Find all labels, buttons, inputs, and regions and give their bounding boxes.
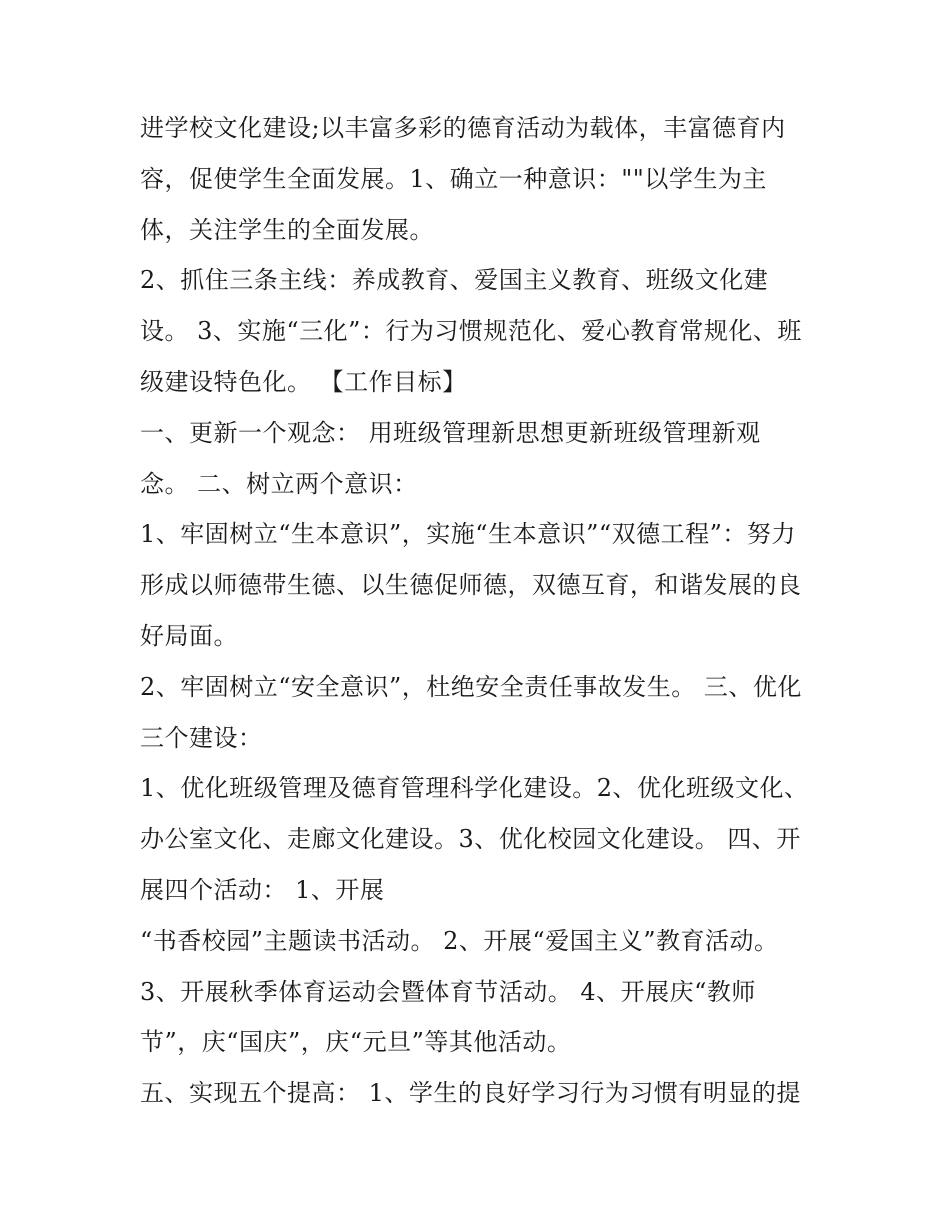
text-line: 五、实现五个提高： 1、学生的良好学习行为习惯有明显的提 xyxy=(140,1079,801,1108)
text-line: 1、牢固树立“生本意识”，实施“生本意识”“双德工程”：努力 xyxy=(140,520,796,549)
text-line: 体，关注学生的全面发展。 xyxy=(140,215,434,244)
text-line: 节”，庆“国庆”，庆“元旦”等其他活动。 xyxy=(140,1028,572,1057)
text-line: 设。 3、实施“三化”：行为习惯规范化、爱心教育常规化、班 xyxy=(140,317,802,346)
text-line: “书香校园”主题读书活动。 2、开展“爱国主义”教育活动。 xyxy=(140,926,779,955)
text-line: 进学校文化建设;以丰富多彩的德育活动为载体，丰富德育内 xyxy=(140,114,786,142)
text-line: 1、优化班级管理及德育管理科学化建设。2、优化班级文化、 xyxy=(140,774,809,803)
text-line: 展四个活动： 1、开展 xyxy=(140,875,385,904)
text-line: 形成以师德带生德、以生德促师德，双德互育，和谐发展的良 xyxy=(140,571,802,600)
text-line: 办公室文化、走廊文化建设。3、优化校园文化建设。 四、开 xyxy=(140,825,801,854)
text-line: 念。 二、树立两个意识： xyxy=(140,469,418,498)
text-line: 容，促使学生全面发展。1、确立一种意识：""以学生为主 xyxy=(140,164,767,193)
text-line: 一、更新一个观念： 用班级管理新思想更新班级管理新观 xyxy=(140,418,761,447)
text-line: 2、抓住三条主线：养成教育、爱国主义教育、班级文化建 xyxy=(140,266,769,295)
text-line: 2、牢固树立“安全意识”，杜绝安全责任事故发生。 三、优化 xyxy=(140,672,802,701)
text-line: 级建设特色化。 【工作目标】 xyxy=(140,367,467,396)
document-body xyxy=(140,103,830,1119)
text-line: 3、开展秋季体育运动会暨体育节活动。 4、开展庆“教师 xyxy=(140,977,756,1006)
text-line: 好局面。 xyxy=(140,621,238,650)
text-line: 三个建设： xyxy=(140,723,263,752)
